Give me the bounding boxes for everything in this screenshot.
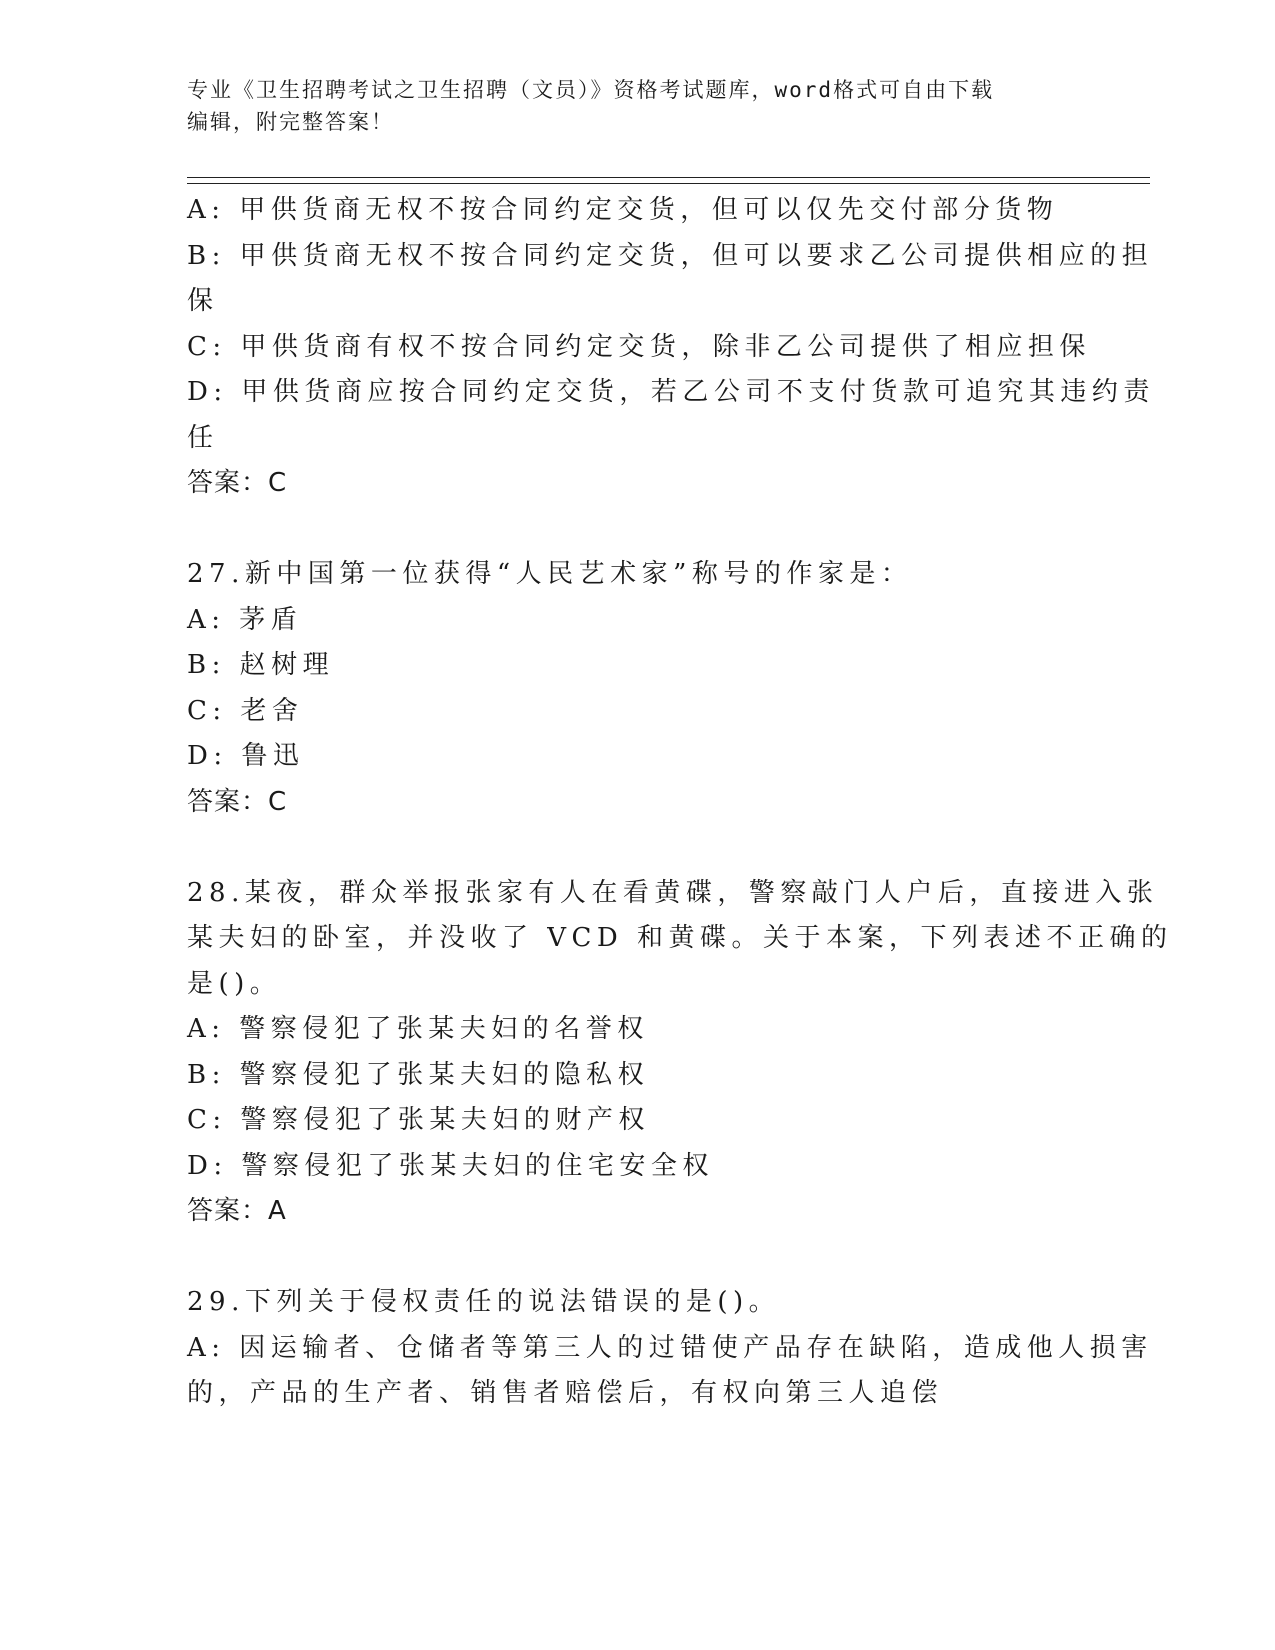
- header-line-2: 编辑，附完整答案！: [187, 110, 394, 134]
- question-26-block: [187, 188, 1155, 507]
- header-divider-top: [187, 177, 1150, 178]
- q26-option-a: A: 甲供货商无权不按合同约定交货，但可以仅先交付部分货物: [187, 195, 1059, 225]
- question-28-block: [187, 871, 1173, 1235]
- q28-question-cont-2: 是()。: [187, 968, 282, 999]
- q28-option-b: B: 警察侵犯了张某夫妇的隐私权: [187, 1059, 650, 1090]
- question-29-block: [187, 1280, 1153, 1417]
- spacer: [187, 1235, 1077, 1281]
- q26-option-c: C: 甲供货商有权不按合同约定交货，除非乙公司提供了相应担保: [187, 331, 1091, 362]
- q29-question: 29.下列关于侵权责任的说法错误的是()。: [187, 1287, 781, 1317]
- document-header: [187, 74, 1067, 138]
- question-27-block: [187, 552, 1077, 825]
- q26-answer: 答案：C: [187, 468, 288, 498]
- q26-option-b-cont: 保: [187, 286, 219, 316]
- q27-option-d: D: 鲁迅: [187, 741, 305, 771]
- q27-option-b: B: 赵树理: [187, 650, 335, 680]
- header-divider-bottom: [187, 183, 1150, 184]
- q27-question: 27.新中国第一位获得“人民艺术家”称号的作家是：: [187, 559, 913, 589]
- spacer: [187, 507, 1077, 553]
- q28-option-d: D: 警察侵犯了张某夫妇的住宅安全权: [187, 1150, 714, 1181]
- q28-option-c: C: 警察侵犯了张某夫妇的财产权: [187, 1105, 650, 1135]
- q26-option-d-cont: 任: [187, 422, 219, 453]
- header-line-1: 专业《卫生招聘考试之卫生招聘（文员）》资格考试题库，word格式可自由下载: [187, 78, 995, 102]
- q29-option-a-cont: 的，产品的生产者、销售者赔偿后，有权向第三人追偿: [187, 1378, 944, 1408]
- q28-option-a: A: 警察侵犯了张某夫妇的名誉权: [187, 1014, 649, 1044]
- spacer: [187, 825, 1077, 871]
- q27-option-a: A: 茅盾: [187, 604, 303, 635]
- question-list: [187, 188, 1173, 1417]
- q29-option-a: A: 因运输者、仓储者等第三人的过错使产品存在缺陷，造成他人损害: [187, 1332, 1153, 1363]
- q26-option-b: B: 甲供货商无权不按合同约定交货，但可以要求乙公司提供相应的担: [187, 240, 1154, 271]
- q27-answer: 答案：C: [187, 786, 288, 817]
- q28-answer: 答案：A: [187, 1196, 287, 1226]
- q28-question-cont-1: 某夫妇的卧室，并没收了 VCD 和黄碟。关于本案，下列表述不正确的: [187, 923, 1173, 953]
- q28-question: 28.某夜，群众举报张家有人在看黄碟，警察敲门人户后，直接进入张: [187, 877, 1159, 908]
- q27-option-c: C: 老舍: [187, 695, 304, 726]
- q26-option-d: D: 甲供货商应按合同约定交货，若乙公司不支付货款可追究其违约责: [187, 377, 1155, 407]
